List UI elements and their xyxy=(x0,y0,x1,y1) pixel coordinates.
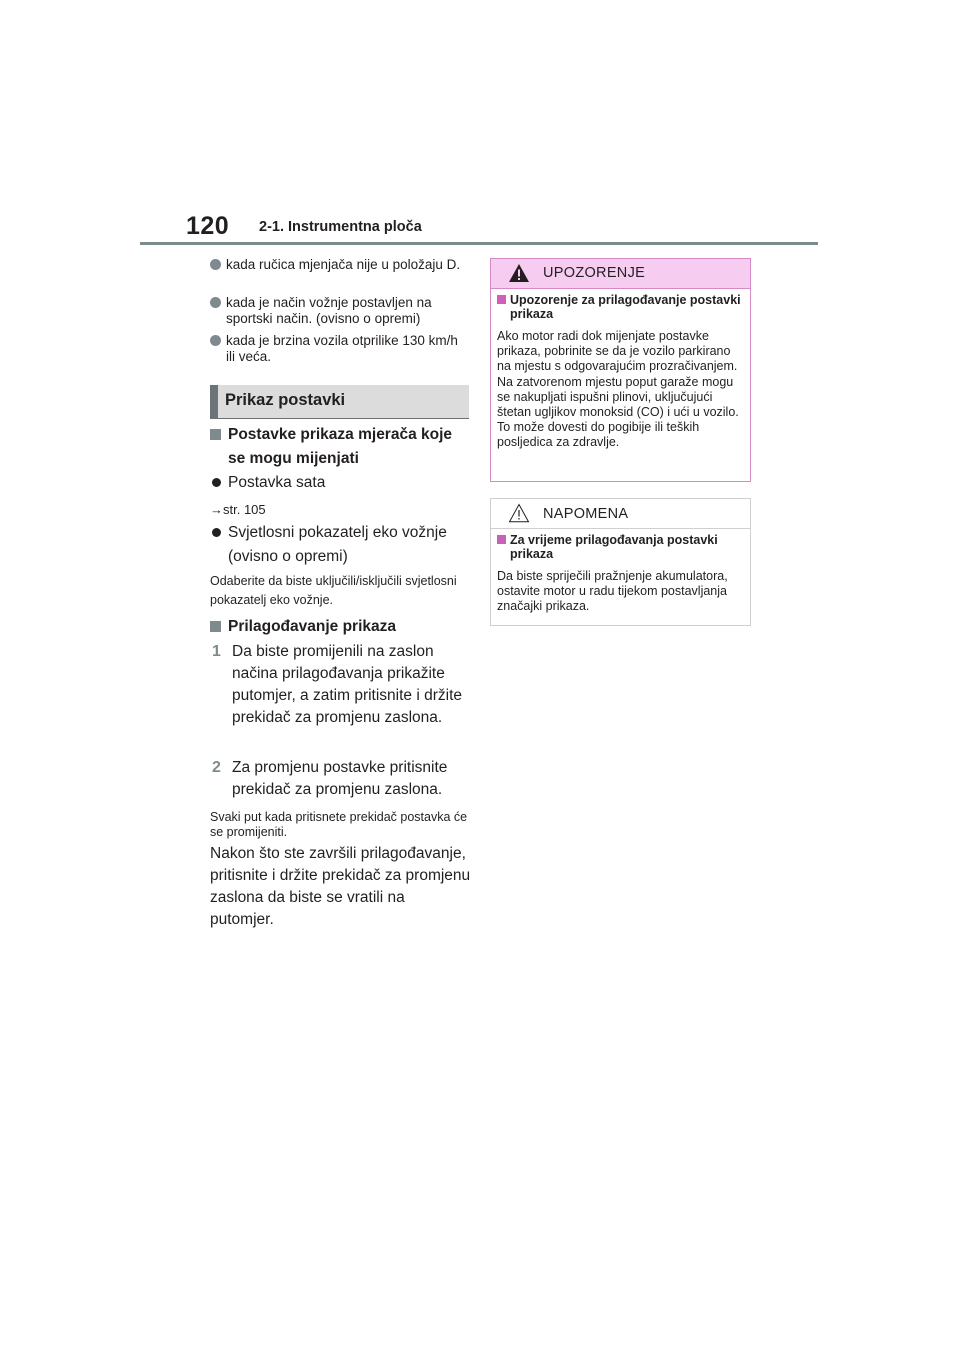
warning-header xyxy=(491,259,750,289)
list-item-text: Svjetlosni pokazatelj eko vožnje (ovisno o opremi) xyxy=(228,524,447,565)
section-heading-label: Prikaz postavki xyxy=(225,391,346,409)
bullet-icon xyxy=(212,528,221,537)
list-item-text: Postavka sata xyxy=(228,474,326,491)
bullet-icon xyxy=(210,335,221,346)
notice-body: Da biste spriječili pražnjenje akumulatora, ostavite motor u radu tijekom postavljanja značajki prikaza. xyxy=(497,569,728,614)
warning-body: Ako motor radi dok mijenjate postavke prikaza, pobrinite se da je vozilo parkirano na mjestu s odgovarajućim prozračivanjem. Na zatvorenom mjestu poput garaže mogu se nakupljati ispušni plinovi, uključujući štetan ugljikov monoksid (CO) i ući u vozilo. To može dovesti do pogibije ili teških posljedica za zdravlje. xyxy=(497,329,739,450)
list-item xyxy=(210,521,470,569)
subheading-text: Prilagođavanje prikaza xyxy=(228,618,396,635)
warning-box xyxy=(490,258,751,482)
subheading-text: Postavke prikaza mjerača koje se mogu mijenjati xyxy=(228,426,453,467)
square-bullet-icon xyxy=(497,295,506,304)
subheading xyxy=(210,423,470,471)
square-bullet-icon xyxy=(497,535,506,544)
page-number: 120 xyxy=(186,212,230,240)
note-text: Odaberite da biste uključili/isključili svjetlosni pokazatelj eko vožnje. xyxy=(210,574,457,607)
notice-subheading-text: Za vrijeme prilagođavanja postavki prikaza xyxy=(510,533,718,561)
warning-subheading xyxy=(497,293,743,321)
square-bullet-icon xyxy=(210,429,221,440)
page-reference: →str. 105 xyxy=(210,502,266,517)
bullet-icon xyxy=(210,259,221,270)
notice-title: NAPOMENA xyxy=(543,506,629,522)
notice-subheading xyxy=(497,533,743,561)
notice-box xyxy=(490,498,751,626)
paragraph: Nakon što ste završili prilagođavanje, pritisnite i držite prekidač za promjenu zaslona da biste se vratili na putomjer. xyxy=(210,845,471,928)
step-item xyxy=(210,641,472,729)
step-number: 1 xyxy=(212,643,221,660)
list-item xyxy=(210,333,470,365)
bullet-icon xyxy=(212,478,221,487)
list-item xyxy=(210,295,470,327)
step-text: Da biste promijenili na zaslon načina prilagođavanja prikažite putomjer, a zatim pritisnite i držite prekidač za promjenu zaslona. xyxy=(232,643,463,726)
header-divider xyxy=(140,242,818,245)
bullet-icon xyxy=(210,297,221,308)
caution-triangle-icon xyxy=(508,503,530,523)
list-item-text: kada je brzina vozila otprilike 130 km/h ili veća. xyxy=(226,333,458,364)
step-number: 2 xyxy=(212,759,221,776)
heading-accent-bar xyxy=(210,385,218,419)
list-item xyxy=(210,257,470,273)
subheading xyxy=(210,615,470,639)
notice-header xyxy=(491,499,750,529)
square-bullet-icon xyxy=(210,621,221,632)
warning-subheading-text: Upozorenje za prilagođavanje postavki prikaza xyxy=(510,293,741,321)
warning-title: UPOZORENJE xyxy=(543,265,646,281)
chapter-title: 2-1. Instrumentna ploča xyxy=(259,219,422,235)
warning-triangle-icon xyxy=(508,263,530,283)
list-item-text: kada je način vožnje postavljen na sportski način. (ovisno o opremi) xyxy=(226,295,432,326)
note-text: Svaki put kada pritisnete prekidač postavka će se promijeniti. xyxy=(210,810,468,839)
step-item xyxy=(210,757,472,801)
list-item-text: kada ručica mjenjača nije u položaju D. xyxy=(226,257,461,272)
step-text: Za promjenu postavke pritisnite prekidač za promjenu zaslona. xyxy=(232,759,448,798)
section-heading xyxy=(210,385,469,419)
list-item xyxy=(210,471,470,495)
